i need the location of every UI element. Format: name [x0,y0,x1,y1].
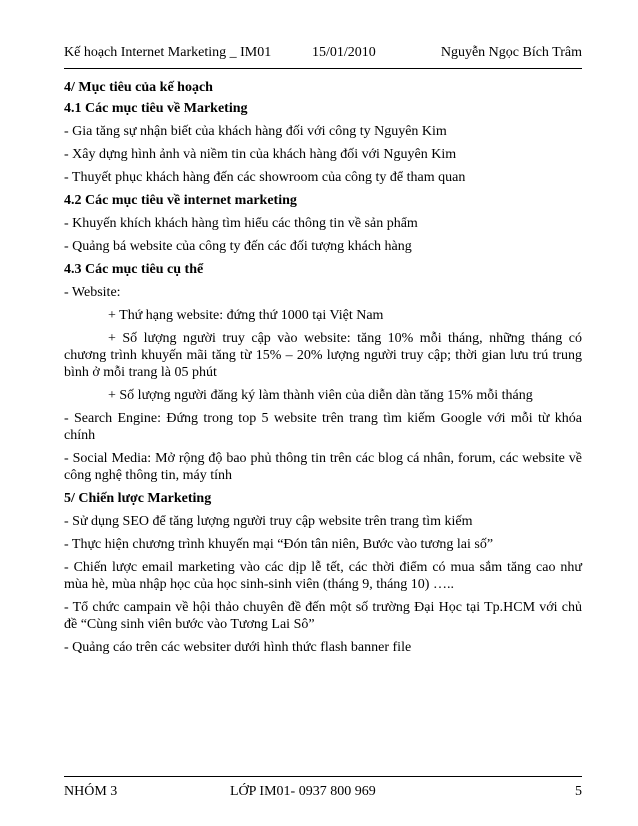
list-item: - Chiến lược email marketing vào các dịp lễ tết, các thời điểm có mua sắm tăng cao như mùa hè, mùa nhập học của học sinh-sinh viên (tháng 9, tháng 10) ….. [64,560,582,592]
section-4-1-heading: 4.1 Các mục tiêu về Marketing [64,101,248,116]
list-item: + Thứ hạng website: đứng thứ 1000 tại Việt Nam [108,308,384,323]
header-author: Nguyễn Ngọc Bích Trâm [440,45,582,60]
list-item: - Quảng bá website của công ty đến các đối tượng khách hàng [64,239,412,254]
header-title: Kế hoạch Internet Marketing _ IM01 [64,45,272,60]
list-item: - Tổ chức campain về hội thảo chuyên đề đến một số trường Đại Học tại Tp.HCM với chủ đề “Cùng sinh viên bước vào Tương Lai Sô” [64,600,582,632]
list-item: - Thuyết phục khách hàng đến các showroom của công ty để tham quan [64,170,466,185]
document-body [64,79,582,662]
list-item: + Số lượng người truy cập vào website: tăng 10% mỗi tháng, những tháng có chương trình khuyến mãi tăng từ 15% – 20% lượng người truy cập; thời gian lưu trú trung bình ở mỗi trang là 05 phút [64,331,582,380]
list-item: - Khuyến khích khách hàng tìm hiểu các thông tin về sản phẩm [64,216,418,231]
list-item: - Sử dụng SEO để tăng lượng người truy cập website trên trang tìm kiếm [64,514,473,529]
section-4-3-heading: 4.3 Các mục tiêu cụ thể [64,262,204,277]
footer-class-info: LỚP IM01- 0937 800 969 [230,784,376,799]
header-divider [64,68,582,69]
page-header [64,45,582,63]
website-label: - Website: [64,285,121,300]
section-5-heading: 5/ Chiến lược Marketing [64,491,212,506]
search-engine-item: - Search Engine: Đứng trong top 5 website trên trang tìm kiếm Google với mỗi từ khóa chính [64,411,582,443]
list-item: - Thực hiện chương trình khuyến mại “Đón tân niên, Bước vào tương lai số” [64,537,494,552]
page-number: 5 [575,784,582,799]
section-4-2-heading: 4.2 Các mục tiêu về internet marketing [64,193,297,208]
list-item: - Gia tăng sự nhận biết của khách hàng đối với công ty Nguyên Kim [64,124,447,139]
social-media-item: - Social Media: Mở rộng độ bao phủ thông tin trên các blog cá nhân, forum, các website về công nghệ thông tin, máy tính [64,451,582,483]
page-footer [64,784,582,802]
footer-group: NHÓM 3 [64,784,118,799]
list-item: - Quảng cáo trên các websiter dưới hình thức flash banner file [64,640,412,655]
header-date: 15/01/2010 [312,45,376,60]
list-item: - Xây dựng hình ảnh và niềm tin của khách hàng đối với Nguyên Kim [64,147,457,162]
list-item: + Số lượng người đăng ký làm thành viên của diễn dàn tăng 15% mỗi tháng [108,388,533,403]
section-4-heading: 4/ Mục tiêu của kế hoạch [64,80,213,95]
footer-divider [64,776,582,777]
